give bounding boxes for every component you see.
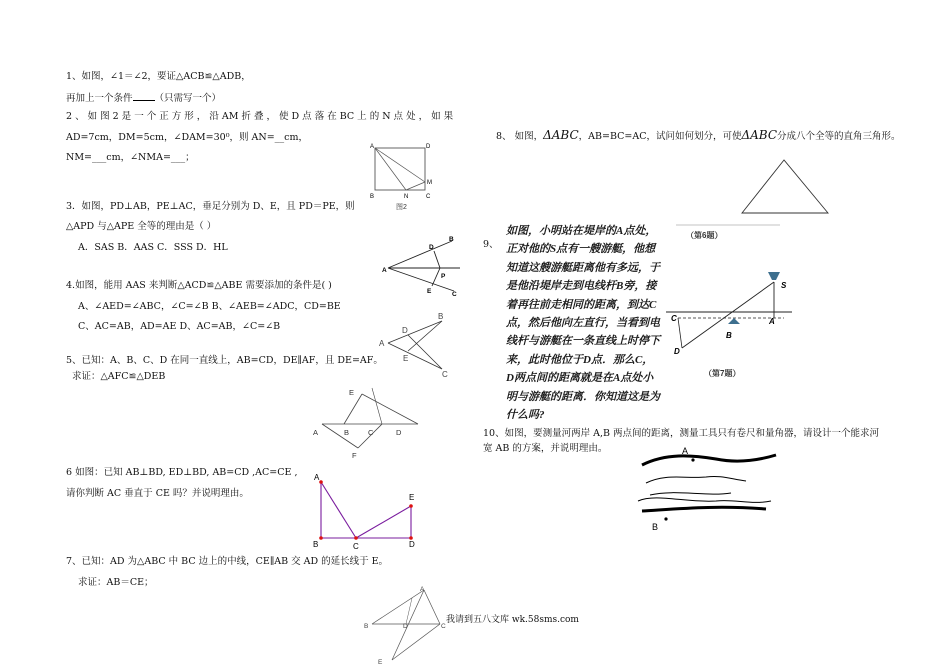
label-e: E <box>427 288 432 295</box>
watermark-text: 我请到五八文库 wk.58sms.com <box>446 615 579 625</box>
point-a <box>319 480 323 484</box>
segment-ed <box>362 394 418 424</box>
fold-line-am <box>375 148 425 182</box>
label-c: C <box>452 291 457 298</box>
q2-line1: 2 、 如 图 2 是 一 个 正 方 形 ， 沿 AM 折 叠 ， 使 D 点 落 在 BC 上 的 N 点 处 ， 如 果 <box>66 111 454 122</box>
segment-ce <box>356 506 411 538</box>
q3-line2: △APD 与△APE 全等的理由是（ ） <box>66 221 217 232</box>
label-e: E <box>409 493 415 502</box>
label-c: C <box>671 314 677 323</box>
q7-line1: 7、已知：AD 为△ABC 中 BC 边上的中线，CE∥AB 交 AD 的延长线于 E。 <box>66 556 389 567</box>
q8-math-abc-2: ΔABC <box>741 128 778 142</box>
figure-7-median-triangle <box>360 586 445 671</box>
figure-2-square <box>366 140 436 212</box>
segment-ac <box>424 590 440 624</box>
segment-c-top <box>372 388 382 424</box>
ray-ab <box>388 241 452 268</box>
q9-text: 如图，小明站在堤岸的A点处，正对他的S点有一艘游艇，他想知道这艘游艇距离他有多远，于是他沿堤岸走到电线杆B旁，接着再往前走相同的距离，到达C点，然后他向左直行，当看到电线杆与游艇在一条直线上时停下来，此时他位于D点．那么C，D两点间的距离就是在A点处小明与游艇的距离．你知道这是为什么吗? <box>506 225 660 422</box>
q5-line2: 求证：△AFC≌△DEB <box>72 371 166 382</box>
q1-text-a: 再加上一个条件 <box>66 93 133 104</box>
segment-ac <box>321 482 356 538</box>
label-c: C <box>442 370 448 379</box>
q3-options: A．SAS B．AAS C．SSS D．HL <box>78 242 228 253</box>
segment-inner <box>406 598 412 624</box>
q1-text-b: （只需写一个） <box>154 93 222 104</box>
label-n: N <box>404 194 409 200</box>
q4-line1: 4.如图，能用 AAS 来判断△ACD≌△ABE 需要添加的条件是( ) <box>66 280 332 291</box>
label-c: C <box>353 542 359 551</box>
q8-text-b: ，AB=BC=AC，试问如何划分，可使 <box>578 131 742 142</box>
q8-text-a: 8、 如图， <box>496 131 544 142</box>
segment-af <box>322 424 358 448</box>
label-b: B <box>313 540 319 549</box>
q5-line1: 5、已知：A、B、C、D 在同一直线上，AB=CD，DE∥AF，且 DE=AF。 <box>66 355 383 366</box>
square-abcd <box>375 148 425 190</box>
q6-line2: 请你判断 AC 垂直于 CE 吗？并说明理由。 <box>66 488 249 499</box>
figure-6-caption: （第6题） <box>686 231 723 240</box>
label-a: A <box>370 144 375 150</box>
label-b: B <box>344 428 350 437</box>
label-s: S <box>781 281 787 290</box>
figure-5-parallel-triangles <box>310 386 425 460</box>
label-c: C <box>368 428 374 437</box>
label-p: P <box>441 273 446 280</box>
label-m: M <box>427 180 432 186</box>
q1-line1: 1、如图，∠1＝∠2，要证△ACB≌△ADB， <box>66 71 251 82</box>
segment-ep <box>432 268 440 286</box>
point-c <box>354 536 358 540</box>
label-d: D <box>396 428 402 437</box>
label-d: D <box>674 347 680 356</box>
segment-dc <box>408 335 442 369</box>
label-b: B <box>364 623 369 630</box>
segment-eb <box>344 394 362 424</box>
q8-text-c: 分成八个全等的直角三角形。 <box>777 131 901 142</box>
q3-line1: 3．如图，PD⊥AB，PE⊥AC，垂足分别为 D、E，且 PD＝PE，则 <box>66 201 355 212</box>
figure-10-river <box>636 443 781 538</box>
triangle-abc <box>742 160 828 213</box>
q2-line3: NM=___cm，∠NMA=___； <box>66 152 195 163</box>
water-wave-2 <box>650 493 731 495</box>
point-a <box>691 458 694 461</box>
label-d: D <box>409 540 415 549</box>
point-e <box>409 504 413 508</box>
water-wave-1 <box>646 476 746 483</box>
water-wave-3 <box>638 498 771 503</box>
segment-ac <box>388 343 442 369</box>
label-b: B <box>449 236 454 243</box>
q4-line2: A、∠AED=∠ABC，∠C=∠B B、∠AEB=∠ADC，CD=BE <box>78 301 341 312</box>
label-e: E <box>403 354 409 363</box>
segment-an <box>375 148 406 190</box>
q1-answer-blank <box>133 91 155 101</box>
label-b: B <box>652 522 659 532</box>
label-d: D <box>426 144 431 150</box>
figure-7-caption: （第7题） <box>704 369 741 378</box>
label-a: A <box>382 267 387 274</box>
river-bank-top <box>642 455 776 465</box>
label-d: D <box>429 244 434 251</box>
point-b <box>319 536 323 540</box>
q8-math-abc: ΔABC <box>543 128 579 142</box>
segment-nm <box>406 182 425 190</box>
label-b: B <box>370 194 375 200</box>
label-c: C <box>441 623 446 630</box>
q2-line2: AD=7cm，DM=5cm，∠DAM=30⁰，则 AN=__cm， <box>66 132 308 143</box>
segment-eb <box>408 321 442 351</box>
q10-line2: 宽 AB 的方案，并说明理由。 <box>483 443 608 454</box>
q6-line1: 6 如图：已知 AB⊥BD, ED⊥BD, AB=CD ,AC=CE , <box>66 467 298 478</box>
figure-2-caption: 图2 <box>396 204 407 211</box>
label-d: D <box>402 326 408 335</box>
q7-line2: 求证：AB＝CE； <box>78 577 154 588</box>
point-b <box>664 517 667 520</box>
river-bank-bottom <box>642 507 766 511</box>
label-a: A <box>313 428 319 437</box>
yacht-icon <box>768 272 780 280</box>
segment-ab <box>388 321 442 343</box>
q1-line2 <box>66 91 221 105</box>
segment-ce <box>392 624 440 660</box>
figure-6-perpendiculars <box>310 470 422 550</box>
label-e: E <box>378 659 383 666</box>
label-a: A <box>769 317 775 326</box>
figure-3-angle-bisector <box>380 232 460 297</box>
q10-line1: 10、如图，要测量河两岸 A,B 两点间的距离，测量工具只有卷尺和量角器，请设计一个能求河 <box>483 428 879 439</box>
segment-dp <box>434 251 440 268</box>
label-f: F <box>352 451 357 460</box>
pole-b-icon <box>728 318 740 324</box>
label-a: A <box>682 446 689 456</box>
label-a: A <box>379 339 385 348</box>
segment-cd <box>678 318 682 348</box>
label-a: A <box>314 473 320 482</box>
label-b: B <box>438 312 444 321</box>
q4-line3: C、AC=AB，AD=AE D、AC=AB，∠C=∠B <box>78 321 281 332</box>
label-c: C <box>426 194 431 200</box>
label-d: D <box>403 623 408 630</box>
label-a: A <box>420 586 425 593</box>
q8-line <box>496 129 901 143</box>
figure-9-yacht <box>664 268 799 383</box>
figure-q8-triangle <box>686 156 836 240</box>
label-e: E <box>349 388 355 397</box>
figure-4-triangles <box>376 311 456 379</box>
label-b: B <box>726 331 732 340</box>
q9-number: 9、 <box>483 239 499 250</box>
